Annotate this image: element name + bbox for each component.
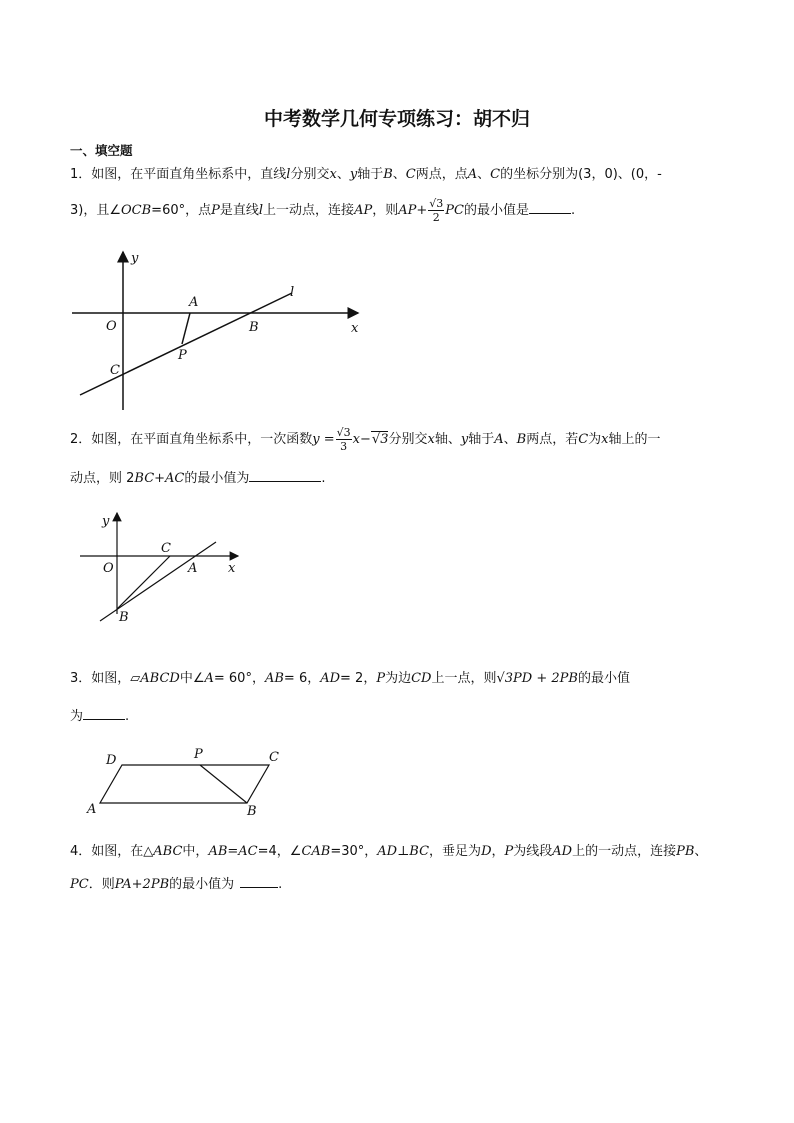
- q2-text: 为: [588, 432, 602, 447]
- q3-var: AD: [320, 671, 341, 686]
- q2-fraction: [336, 426, 352, 453]
- q4-var: PB: [676, 844, 695, 859]
- q1-var: A: [467, 167, 478, 182]
- q3-var: P: [376, 671, 386, 686]
- fig2-label-a: A: [188, 561, 198, 576]
- fig2-label-c: C: [161, 541, 171, 556]
- q4-text: 上的一动点，连接: [572, 844, 677, 859]
- q1-text: .: [570, 203, 576, 218]
- q2-line-1: [70, 424, 661, 456]
- q4-expr: PA+2PB: [114, 877, 170, 892]
- q2-answer-blank[interactable]: [249, 467, 321, 482]
- q2-var: x: [427, 432, 435, 447]
- q3-text: 3．如图，▱: [70, 671, 141, 686]
- fig2-label-x: x: [228, 561, 236, 576]
- q4-var: AD: [552, 844, 573, 859]
- fig2-label-o: O: [103, 561, 114, 576]
- q2-text: 动点，则 2: [70, 471, 135, 486]
- q2-text: 两点，若: [526, 432, 579, 447]
- q3-var: ABCD: [140, 671, 180, 686]
- q2-expr: x−: [352, 432, 371, 447]
- q2-text: .: [321, 471, 326, 486]
- q4-line-1: [70, 842, 707, 862]
- q1-var: AP: [354, 203, 373, 218]
- q1-var: PC: [445, 203, 464, 218]
- page-title: 中考数学几何专项练习：胡不归: [263, 108, 530, 130]
- q1-text: 两点，点: [415, 167, 468, 182]
- fig3-label-c: C: [269, 750, 279, 765]
- q2-var: A: [494, 432, 504, 447]
- q2-expr: √3: [371, 432, 389, 447]
- q3-text: = 6，: [283, 671, 321, 686]
- q1-var: OCB: [121, 203, 152, 218]
- q4-var: AD⊥BC: [377, 844, 430, 859]
- fig1-label-b: B: [249, 320, 259, 335]
- q4-var: ABC: [153, 844, 183, 859]
- q1-var: y: [349, 167, 358, 182]
- q1-fraction-den: 2: [432, 211, 440, 224]
- q2-text: 轴、: [434, 432, 461, 447]
- q3-line-1: [70, 669, 630, 689]
- q3-text: 的最小值: [577, 671, 630, 686]
- q2-var: B: [516, 432, 527, 447]
- q1-var: l: [258, 203, 264, 218]
- q3-expr: √3PD + 2PB: [496, 671, 578, 686]
- q3-text: = 2，: [340, 671, 377, 686]
- fig3-label-d: D: [106, 753, 117, 768]
- q1-text: 的坐标分别为(3，0)、(0，-: [500, 167, 662, 182]
- q3-var: A: [204, 671, 214, 686]
- fig1-line-l: [80, 293, 292, 395]
- q4-answer-blank[interactable]: [240, 873, 278, 888]
- q2-text: 轴上的一: [608, 432, 661, 447]
- q1-text: 是直线: [219, 203, 259, 218]
- fig1-label-y: y: [131, 251, 139, 266]
- fig3-label-b: B: [247, 804, 257, 819]
- fig1-segment-ap: [182, 313, 190, 344]
- q1-var: C: [490, 167, 501, 182]
- fig1-label-x: x: [351, 321, 359, 336]
- fig2-label-y: y: [102, 514, 110, 529]
- fig3-label-p: P: [194, 747, 203, 762]
- q3-text: 上一点，则: [431, 671, 497, 686]
- q1-text: 轴于: [357, 167, 384, 182]
- q2-text: 轴于: [468, 432, 495, 447]
- q1-var: l: [286, 167, 291, 182]
- q4-text: =4，∠: [257, 844, 302, 859]
- q4-var: D: [481, 844, 492, 859]
- q2-fraction-den: 3: [340, 440, 348, 453]
- q1-fraction: [428, 197, 444, 224]
- q4-text: 4．如图，在△: [70, 844, 154, 859]
- q4-text: ，: [491, 844, 505, 859]
- q3-text: 中∠: [179, 671, 205, 686]
- q2-expr: y =: [312, 432, 335, 447]
- q2-text: 2．如图，在平面直角坐标系中，一次函数: [70, 432, 313, 447]
- fig3-parallelogram: [100, 765, 269, 803]
- fig1-label-o: O: [106, 319, 117, 334]
- q4-var: PC: [70, 877, 89, 892]
- q1-var: B: [383, 167, 393, 182]
- fig1-label-p: P: [178, 348, 187, 363]
- fig2-segment-bc: [117, 556, 170, 609]
- q1-answer-blank[interactable]: [529, 199, 571, 214]
- q4-text: 、: [694, 844, 708, 859]
- q4-line-2: [70, 873, 282, 895]
- q2-var: y: [460, 432, 469, 447]
- fig2-label-b: B: [119, 610, 129, 625]
- q4-var: AB=AC: [208, 844, 258, 859]
- q4-text: 为线段: [513, 844, 553, 859]
- fig1-label-c: C: [110, 363, 120, 378]
- q4-text: .: [278, 877, 283, 892]
- q2-text: 、: [503, 432, 517, 447]
- q1-text: 分别交: [290, 167, 330, 182]
- q1-var: C: [405, 167, 416, 182]
- q4-var: CAB: [301, 844, 331, 859]
- q3-var: AB: [264, 671, 284, 686]
- q1-text: =60°，点: [151, 203, 212, 218]
- q1-line-1: [70, 165, 662, 185]
- q2-fraction-num: √3: [336, 426, 351, 439]
- q4-text: ．则: [88, 877, 115, 892]
- q3-answer-blank[interactable]: [83, 705, 125, 720]
- fig1-label-l: l: [290, 285, 295, 300]
- q2-var: C: [578, 432, 589, 447]
- figure-1: [70, 248, 370, 418]
- q1-line-2: [70, 196, 575, 226]
- q3-line-2: [70, 705, 129, 727]
- q3-text: .: [125, 709, 130, 724]
- q4-text: 中，: [182, 844, 209, 859]
- q1-expr: AP+: [398, 203, 428, 218]
- q3-var: CD: [411, 671, 432, 686]
- q1-text: 的最小值是: [463, 203, 529, 218]
- q3-text: 为: [70, 709, 84, 724]
- q1-text: ，则: [372, 203, 399, 218]
- q3-text: = 60°，: [213, 671, 265, 686]
- section-heading: 一、填空题: [70, 143, 133, 158]
- fig3-label-a: A: [87, 802, 97, 817]
- q1-text: 3)，且∠: [70, 203, 121, 218]
- q1-text: 、: [336, 167, 350, 182]
- figure-2: [78, 508, 248, 630]
- q1-text: 1．如图，在平面直角坐标系中，直线: [70, 167, 287, 182]
- figure-3: [84, 748, 284, 818]
- fig1-label-a: A: [189, 295, 199, 310]
- q4-text: ，垂足为: [429, 844, 482, 859]
- q1-var: x: [329, 167, 337, 182]
- q2-var: x: [601, 432, 609, 447]
- q1-text: 上一动点，连接: [263, 203, 355, 218]
- q1-text: 、: [477, 167, 491, 182]
- q1-text: 、: [392, 167, 406, 182]
- q2-expr: BC+AC: [134, 471, 185, 486]
- q1-fraction-num: √3: [429, 197, 444, 210]
- q1-var: P: [211, 203, 220, 218]
- q4-text: 的最小值为: [169, 877, 235, 892]
- q2-line-2: [70, 467, 326, 489]
- q4-text: =30°，: [330, 844, 378, 859]
- q3-text: 为边: [385, 671, 412, 686]
- q2-text: 分别交: [388, 432, 428, 447]
- q2-text: 的最小值为: [184, 471, 250, 486]
- fig3-segment-pb: [200, 765, 247, 803]
- q4-var: P: [504, 844, 514, 859]
